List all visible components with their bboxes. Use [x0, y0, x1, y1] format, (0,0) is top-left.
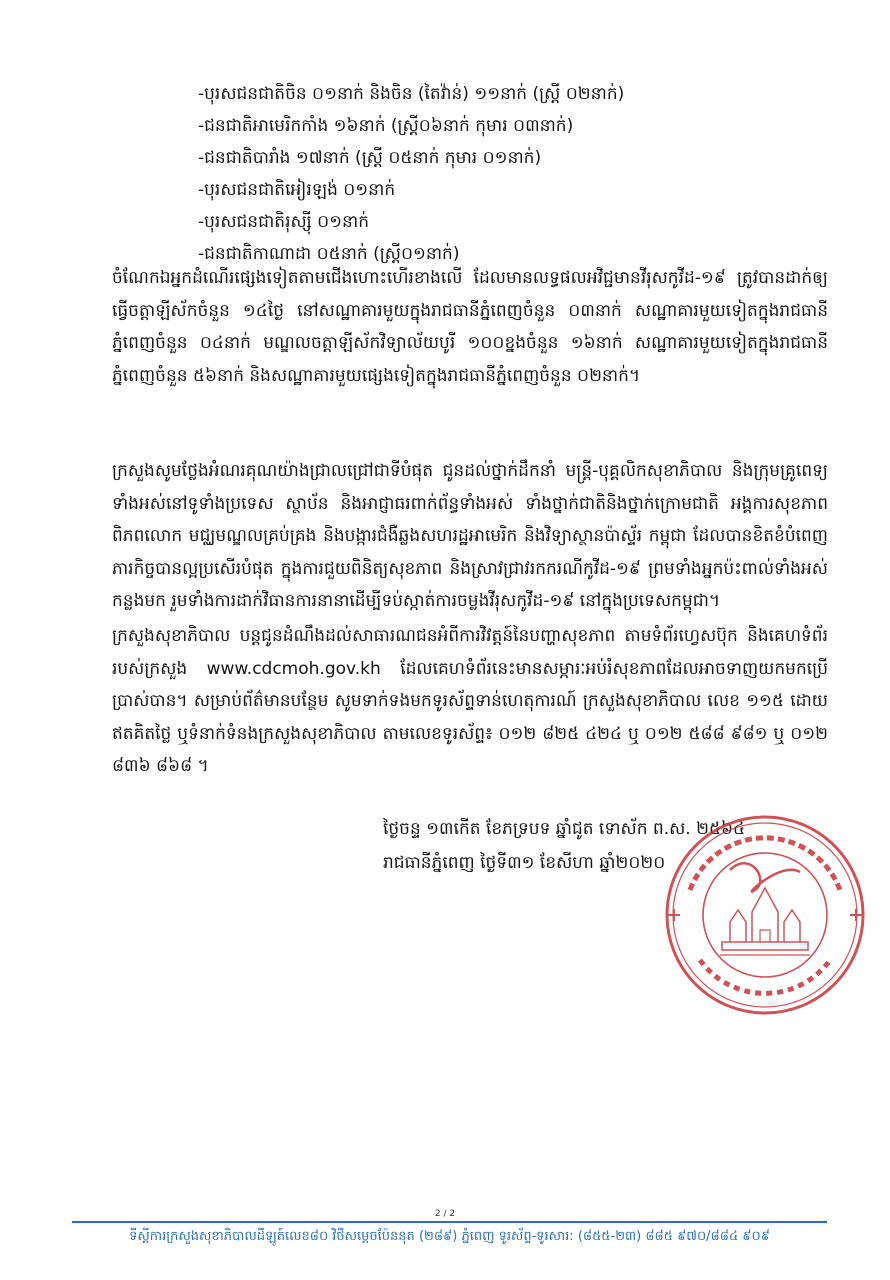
- paragraph-contact-info: ក្រសួងសុខាភិបាល បន្តជូនដំណឹងដល់សាធារណជនអំពីការវិវត្តន៍នៃបញ្ហាសុខភាព តាមទំព័រហ្វេសប៊ុក និងគេហទំព័ររបស់ក្រសួង www.cdcmoh.gov.kh ដែលគេហទំព័រនេះមានសម្ភារៈអប់រំសុខភាពដែលអាចទាញយកមកប្រើប្រាស់បាន។ សម្រាប់ព័ត៌មានបន្ថែម សូមទាក់ទងមកទូរស័ព្ទទាន់ហេតុការណ៍ ក្រសួងសុខាភិបាល លេខ ១១៥ ដោយឥតគិតថ្លៃ ឬទំនាក់ទំនងក្រសួងសុខាភិបាល តាមលេខទូរស័ព្ទ៖ ០១២ ៨២៥ ៤២៤ ឬ ០១២ ៥៨៨ ៩៨១ ឬ ០១២ ៨៣៦ ៨៦៨ ។: [112, 626, 828, 776]
- list-item: -ជនជាតិកាណាដា ០៥នាក់ (ស្ត្រី០១នាក់): [198, 244, 460, 264]
- list-item: -បុរសជនជាតិរុស្ស៊ី ០១នាក់: [198, 212, 369, 232]
- ministry-seal-stamp: [660, 810, 870, 1020]
- list-item: -បុរសជនជាតិអៀរឡង់ ០១នាក់: [198, 180, 396, 200]
- nationality-list: [198, 78, 818, 270]
- list-item: -ជនជាតិអាមេរិកកាំង ១៦នាក់ (ស្ត្រី០៦នាក់ កុមារ ០៣នាក់): [198, 116, 574, 136]
- list-item: -ជនជាតិបារាំង ១៧នាក់ (ស្ត្រី ០៥នាក់ កុមារ ០១នាក់): [198, 148, 542, 168]
- paragraph-quarantine: ចំណែកឯអ្នកដំណើរផ្សេងទៀតតាមជើងហោះហើរខាងលើ ដែលមានលទ្ធផលអវិជ្ជមានវីរុសកូវីដ-១៩ ត្រូវបានដាក់ឲ្យធ្វើចត្តាឡីស័កចំនួន ១៤ថ្ងៃ នៅសណ្ឋាគារមួយក្នុងរាជធានីភ្នំពេញចំនួន ០៣នាក់ សណ្ឋាគារមួយទៀតក្នុងរាជធានីភ្នំពេញចំនួន ០៤នាក់ មណ្ឌលចត្តាឡីស័កវិទ្យាល័យបូរី ១០០ខ្នងចំនួន ១៦នាក់ សណ្ឋាគារមួយទៀតក្នុងរាជធានីភ្នំពេញចំនួន ៥៦នាក់ និងសណ្ឋាគារមួយផ្សេងទៀតក្នុងរាជធានីភ្នំពេញចំនួន ០២នាក់។: [112, 268, 828, 386]
- page-number: 2 / 2: [434, 1209, 456, 1219]
- paragraph-gratitude: ក្រសួងសូមថ្លែងអំណរគុណយ៉ាងជ្រាលជ្រៅជាទីបំផុត ជូនដល់ថ្នាក់ដឹកនាំ មន្ត្រី-បុគ្គលិកសុខាភិបាល និងក្រុមគ្រូពេទ្យទាំងអស់នៅទូទាំងប្រទេស ស្ថាប័ន និងអាជ្ញាធរពាក់ព័ន្ធទាំងអស់ ទាំងថ្នាក់ជាតិនិងថ្នាក់ក្រោមជាតិ អង្គការសុខភាពពិភពលោក មជ្ឈមណ្ឌលគ្រប់គ្រង និងបង្ការជំងឺឆ្លងសហរដ្ឋអាមេរិក និងវិទ្យាស្ថានប៉ាស្ទ័រ កម្ពុជា ដែលបានខិតខំបំពេញភារកិច្ចបានល្អប្រសើរបំផុត ក្នុងការជួយពិនិត្យសុខភាព និងស្រាវជ្រាវរកករណីកូវីដ-១៩ ព្រមទាំងអ្នកប៉ះពាល់ទាំងអស់កន្លងមក រួមទាំងការដាក់វិធានការនានាដើម្បីទប់ស្កាត់ការចម្លងវីរុសកូវីដ-១៩ នៅក្នុងប្រទេសកម្ពុជា។: [112, 461, 828, 611]
- signature-city-date: រាជធានីភ្នំពេញ ថ្ងៃទី៣១ ខែសីហា ឆ្នាំ២០២០: [383, 853, 666, 873]
- signature-lunar-date: ថ្ងៃចន្ទ ១៣កើត ខែភទ្របទ ឆ្នាំជូត ទោស័ក ព.ស. ២៥៦៤: [383, 819, 746, 839]
- footer-address: ទីស្តីការក្រសួងសុខាភិបាលដីឡូត៍លេខ៨០ វិថីសម្តេចប៉ែននុត (២៨៩) ភ្នំពេញ ទូរស័ព្ទ-ទូរសារ: (៨៥៥-២៣) ៨៨៥ ៩៧០/៨៨៤ ៩០៩: [129, 1229, 770, 1244]
- list-item: -បុរសជនជាតិចិន ០១នាក់ និងចិន (តៃវ៉ាន់) ១១នាក់ (ស្ត្រី ០២នាក់): [198, 84, 625, 104]
- footer-divider: [72, 1221, 827, 1223]
